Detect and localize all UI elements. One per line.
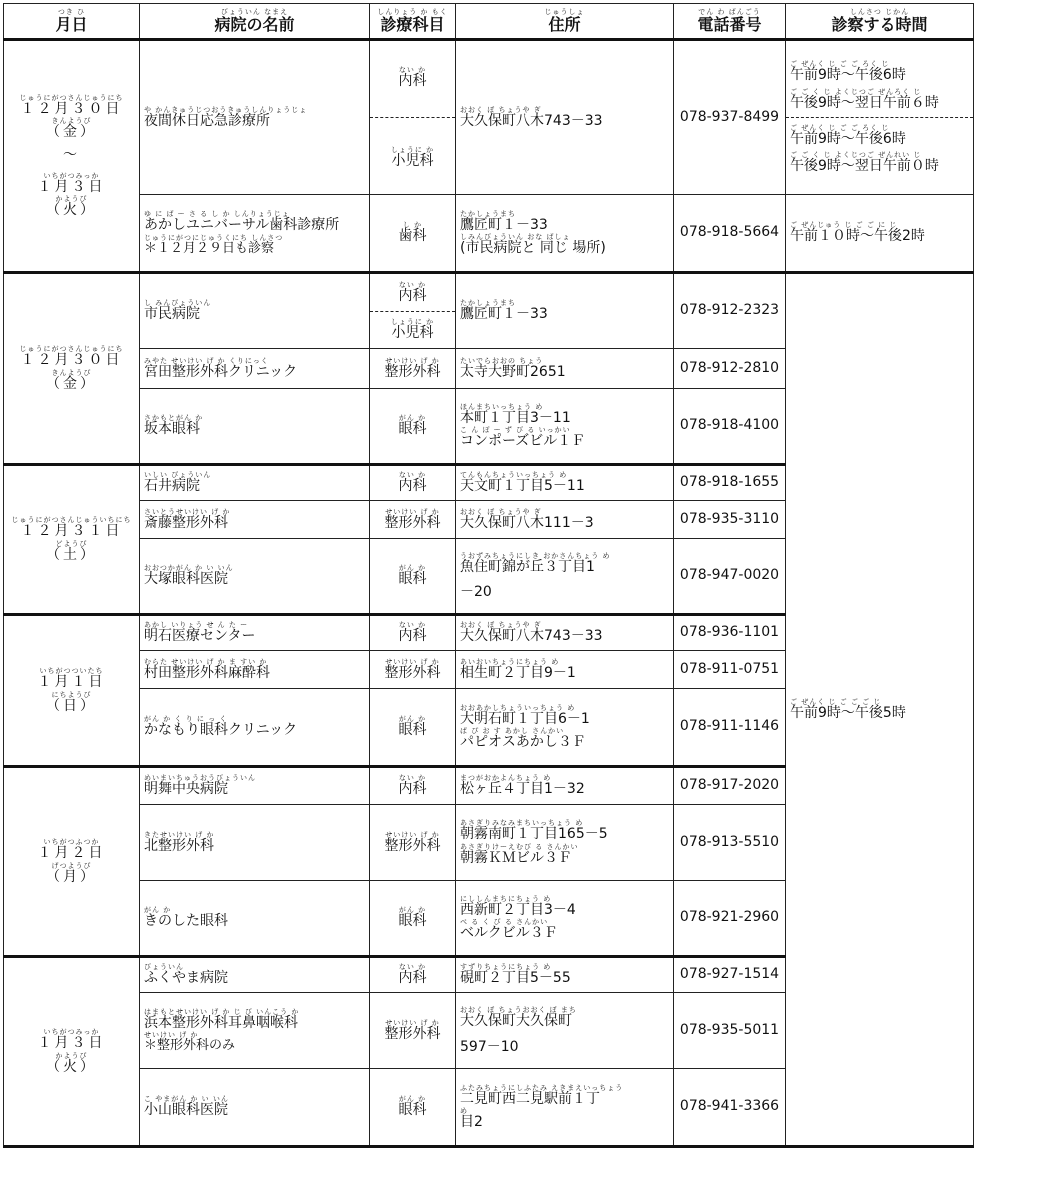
address-cell: おおく ぼ ちょうや ぎ 大久保町八木111－3 <box>456 501 674 539</box>
date-cell: じゅうにがつさんじゅうにち １２月３０日 きんようび （金） ～ いちがつみっか １月３日 かようび （火） <box>4 40 140 273</box>
divider <box>786 117 973 118</box>
date-cell: じゅうにがつさんじゅういちにち １２月３１日 どようび （土） <box>4 465 140 615</box>
dept-cell: ない か 内科 <box>370 767 456 805</box>
phone-number: 078-935-3110 <box>674 501 786 539</box>
dept-cell: ない か 内科 <box>370 615 456 651</box>
hospital-name: がん か く り に っ く かなもり眼科クリニック <box>140 689 370 767</box>
phone-number: 078-912-2810 <box>674 349 786 389</box>
hospital-name: ゆ に ば ー さ る し か しんりょうじょ あかしユニバーサル歯科診療所 じゅうにがつにじゅうくにち しんさつ ＊１２月２９日も診察 <box>140 195 370 273</box>
dept-cell: がん か 眼科 <box>370 689 456 767</box>
hospital-name: むらた せいけい げ か ま すい か 村田整形外科麻酔科 <box>140 651 370 689</box>
address-cell: おおく ぼ ちょうおおく ぼ まち 大久保町大久保町 597－10 <box>456 993 674 1069</box>
dept-cell: がん か 眼科 <box>370 881 456 957</box>
hospital-name: がん か きのした眼科 <box>140 881 370 957</box>
header-address: じゅうしょ 住所 <box>456 4 674 40</box>
header-row <box>4 4 974 40</box>
hospital-name: さいとうせいけい げ か 斎藤整形外科 <box>140 501 370 539</box>
table-row <box>4 195 974 273</box>
hours-cell: ご ぜんじゅう じ ご ご に じ 午前１０時～午後2時 <box>786 195 974 273</box>
hours-cell: ご ぜんく じ ご ご ろく じ 午前9時～午後6時 ご ご く じ よくじつご ぜんろく じ 午後9時～翌日午前６時 ご ぜんく じ ご ご ろく じ 午前9時～午後6時 ご ご く じ よくじつご ぜんれい じ 午後9時～翌日午前０時 <box>786 40 974 195</box>
dept-cell: ない か 内科 しょうに か 小児科 <box>370 273 456 349</box>
date-cell: じゅうにがつさんじゅうにち １２月３０日 きんようび （金） <box>4 273 140 465</box>
dept-cell: がん か 眼科 <box>370 1069 456 1147</box>
dept-cell: せいけい げ か 整形外科 <box>370 993 456 1069</box>
phone-number: 078-918-1655 <box>674 465 786 501</box>
address-cell: うおずみちょうにしき おかさんちょう め 魚住町錦が丘３丁目1 －20 <box>456 539 674 615</box>
hours-cell: ご ぜんく じ ご ご ご じ 午前9時～午後5時 <box>786 273 974 1147</box>
dept-cell: せいけい げ か 整形外科 <box>370 501 456 539</box>
hospital-name: おおつかがん か い いん 大塚眼科医院 <box>140 539 370 615</box>
address-cell: おおあかしちょういっちょう め 大明石町１丁目6－1 ぱ ぴ お す あかし さんかい パピオスあかし３Ｆ <box>456 689 674 767</box>
address-cell: たいでらおおの ちょう 太寺大野町2651 <box>456 349 674 389</box>
header-dept: しんりょう か もく 診療科目 <box>370 4 456 40</box>
dept-cell: せいけい げ か 整形外科 <box>370 349 456 389</box>
hospital-name: し みんびょういん 市民病院 <box>140 273 370 349</box>
phone-number: 078-918-4100 <box>674 389 786 465</box>
date-cell: いちがつふつか １月２日 げつようび （月） <box>4 767 140 957</box>
address-cell: たかしょうまち 鷹匠町１－33 しみんびょういん おな ばしょ (市民病院と 同じ 場所) <box>456 195 674 273</box>
address-cell: にししんまちにちょう め 西新町２丁目3－4 べ る く び る さんかい ベルクビル３Ｆ <box>456 881 674 957</box>
address-cell: あいおいちょうにちょう め 相生町２丁目9－1 <box>456 651 674 689</box>
hospital-name: きたせいけい げ か 北整形外科 <box>140 805 370 881</box>
address-cell: たかしょうまち 鷹匠町１－33 <box>456 273 674 349</box>
dept-cell: がん か 眼科 <box>370 389 456 465</box>
divider <box>370 117 455 118</box>
hospital-name: あかし いりょう せ ん た ー 明石医療センター <box>140 615 370 651</box>
dept-cell: ない か 内科 しょうに か 小児科 <box>370 40 456 195</box>
hospital-name: みやた せいけい げ か くりにっく 宮田整形外科クリニック <box>140 349 370 389</box>
dept-cell: ない か 内科 <box>370 957 456 993</box>
hospital-name: さかもとがん か 坂本眼科 <box>140 389 370 465</box>
table-row <box>4 40 974 195</box>
dept-cell: がん か 眼科 <box>370 539 456 615</box>
header-hospital: びょういん なまえ 病院の名前 <box>140 4 370 40</box>
phone-number: 078-947-0020 <box>674 539 786 615</box>
address-cell: おおく ぼ ちょうや ぎ 大久保町八木743－33 <box>456 615 674 651</box>
phone-number: 078-918-5664 <box>674 195 786 273</box>
address-cell: ふたみちょうにしふたみ えきまえいっちょう 二見町西二見駅前１丁 め 目2 <box>456 1069 674 1147</box>
hospital-name: いしい びょういん 石井病院 <box>140 465 370 501</box>
date-cell: いちがつついたち １月１日 にちようび （日） <box>4 615 140 767</box>
hospital-name: はまもとせいけい げ か じ び いんこう か 浜本整形外科耳鼻咽喉科 せいけい げ か ＊整形外科のみ <box>140 993 370 1069</box>
holiday-clinic-table <box>3 3 974 1148</box>
address-cell: ほんまちいっちょう め 本町１丁目3－11 こ ん ぽ ー ず び る いっかい コンポーズビル１Ｆ <box>456 389 674 465</box>
hospital-name: めいまいちゅうおうびょういん 明舞中央病院 <box>140 767 370 805</box>
header-date: つき ひ 月日 <box>4 4 140 40</box>
dept-cell: せいけい げ か 整形外科 <box>370 805 456 881</box>
address-cell: すずりちょうにちょう め 硯町２丁目5－55 <box>456 957 674 993</box>
address-cell: てんもんちょういっちょう め 天文町１丁目5－11 <box>456 465 674 501</box>
hospital-name: びょういん ふくやま病院 <box>140 957 370 993</box>
dept-cell: し か 歯科 <box>370 195 456 273</box>
phone-number: 078-937-8499 <box>674 40 786 195</box>
phone-number: 078-912-2323 <box>674 273 786 349</box>
header-phone: でん わ ばんごう 電話番号 <box>674 4 786 40</box>
phone-number: 078-913-5510 <box>674 805 786 881</box>
phone-number: 078-911-1146 <box>674 689 786 767</box>
divider <box>370 311 455 312</box>
phone-number: 078-911-0751 <box>674 651 786 689</box>
table-row <box>4 273 974 349</box>
hospital-name: こ やまがん か い いん 小山眼科医院 <box>140 1069 370 1147</box>
phone-number: 078-936-1101 <box>674 615 786 651</box>
dept-cell: せいけい げ か 整形外科 <box>370 651 456 689</box>
dept-cell: ない か 内科 <box>370 465 456 501</box>
address-cell: まつがおかよんちょう め 松ヶ丘４丁目1－32 <box>456 767 674 805</box>
hospital-name: や かんきゅうじつおうきゅうしんりょうじょ 夜間休日応急診療所 <box>140 40 370 195</box>
date-cell: いちがつみっか １月３日 かようび （火） <box>4 957 140 1147</box>
phone-number: 078-935-5011 <box>674 993 786 1069</box>
phone-number: 078-941-3366 <box>674 1069 786 1147</box>
address-cell: おおく ぼ ちょうや ぎ 大久保町八木743－33 <box>456 40 674 195</box>
phone-number: 078-917-2020 <box>674 767 786 805</box>
address-cell: あさぎりみなみまちいっちょう め 朝霧南町１丁目165－5 あさぎりけーえむび る さんかい 朝霧ＫＭビル３Ｆ <box>456 805 674 881</box>
phone-number: 078-927-1514 <box>674 957 786 993</box>
phone-number: 078-921-2960 <box>674 881 786 957</box>
header-hours: しんさつ じかん 診察する時間 <box>786 4 974 40</box>
